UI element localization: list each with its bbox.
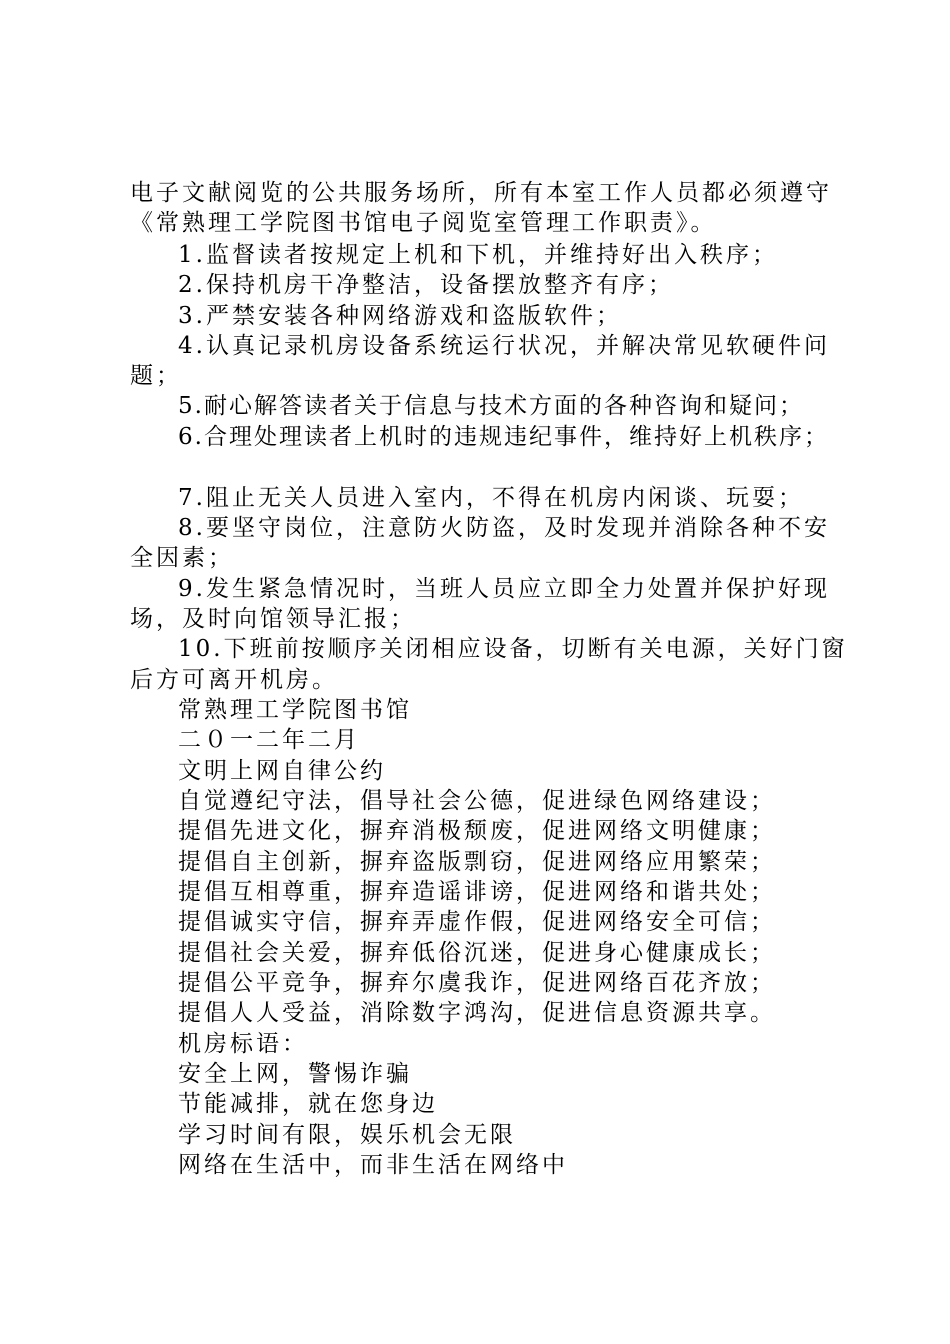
- slogan-3: 学习时间有限，娱乐机会无限: [178, 1122, 516, 1148]
- duty-7: 7.阻止无关人员进入室内，不得在机房内闲谈、玩耍；: [178, 485, 804, 511]
- intro-line-1: 电子文献阅览的公共服务场所，所有本室工作人员都必须遵守: [130, 180, 832, 206]
- duty-3: 3.严禁安装各种网络游戏和盗版软件；: [178, 303, 622, 329]
- intro-line-2: 《常熟理工学院图书馆电子阅览室管理工作职责》。: [130, 210, 717, 236]
- pledge-item-5: 提倡诚实守信，摒弃弄虚作假，促进网络安全可信；: [178, 909, 776, 935]
- slogans-title: 机房标语：: [178, 1031, 308, 1057]
- duty-9-line-2: 场，及时向馆领导汇报；: [130, 606, 416, 632]
- duty-4-line-1: 4.认真记录机房设备系统运行状况，并解决常见软硬件问: [178, 333, 830, 359]
- slogan-1: 安全上网，警惕诈骗: [178, 1061, 412, 1087]
- signature-date: 二０一二年二月: [178, 727, 360, 753]
- pledge-item-3: 提倡自主创新，摒弃盗版剽窃，促进网络应用繁荣；: [178, 849, 776, 875]
- duty-8-line-2: 全因素；: [130, 545, 234, 571]
- duty-5: 5.耐心解答读者关于信息与技术方面的各种咨询和疑问；: [178, 393, 804, 419]
- duty-6: 6.合理处理读者上机时的违规违纪事件，维持好上机秩序；: [178, 424, 829, 450]
- duty-9-line-1: 9.发生紧急情况时，当班人员应立即全力处置并保护好现: [178, 576, 830, 602]
- duty-2: 2.保持机房干净整洁，设备摆放整齐有序；: [178, 272, 674, 298]
- slogan-2: 节能减排，就在您身边: [178, 1091, 438, 1117]
- pledge-item-2: 提倡先进文化，摒弃消极颓废，促进网络文明健康；: [178, 818, 776, 844]
- pledge-item-8: 提倡人人受益，消除数字鸿沟，促进信息资源共享。: [178, 1000, 776, 1026]
- slogan-4: 网络在生活中，而非生活在网络中: [178, 1152, 568, 1178]
- duty-10-line-2: 后方可离开机房。: [130, 667, 338, 693]
- duty-4-line-2: 题；: [130, 363, 182, 389]
- pledge-item-7: 提倡公平竞争，摒弃尔虞我诈，促进网络百花齐放；: [178, 970, 776, 996]
- duty-8-line-1: 8.要坚守岗位，注意防火防盗，及时发现并消除各种不安: [178, 515, 830, 541]
- pledge-item-1: 自觉遵纪守法，倡导社会公德，促进绿色网络建设；: [178, 788, 776, 814]
- pledge-item-6: 提倡社会关爱，摒弃低俗沉迷，促进身心健康成长；: [178, 940, 776, 966]
- duty-10-line-1: 10.下班前按顺序关闭相应设备，切断有关电源，关好门窗: [178, 636, 848, 662]
- signature-org: 常熟理工学院图书馆: [178, 697, 412, 723]
- pledge-title: 文明上网自律公约: [178, 758, 386, 784]
- duty-1: 1.监督读者按规定上机和下机，并维持好出入秩序；: [178, 242, 778, 268]
- pledge-item-4: 提倡互相尊重，摒弃造谣诽谤，促进网络和谐共处；: [178, 879, 776, 905]
